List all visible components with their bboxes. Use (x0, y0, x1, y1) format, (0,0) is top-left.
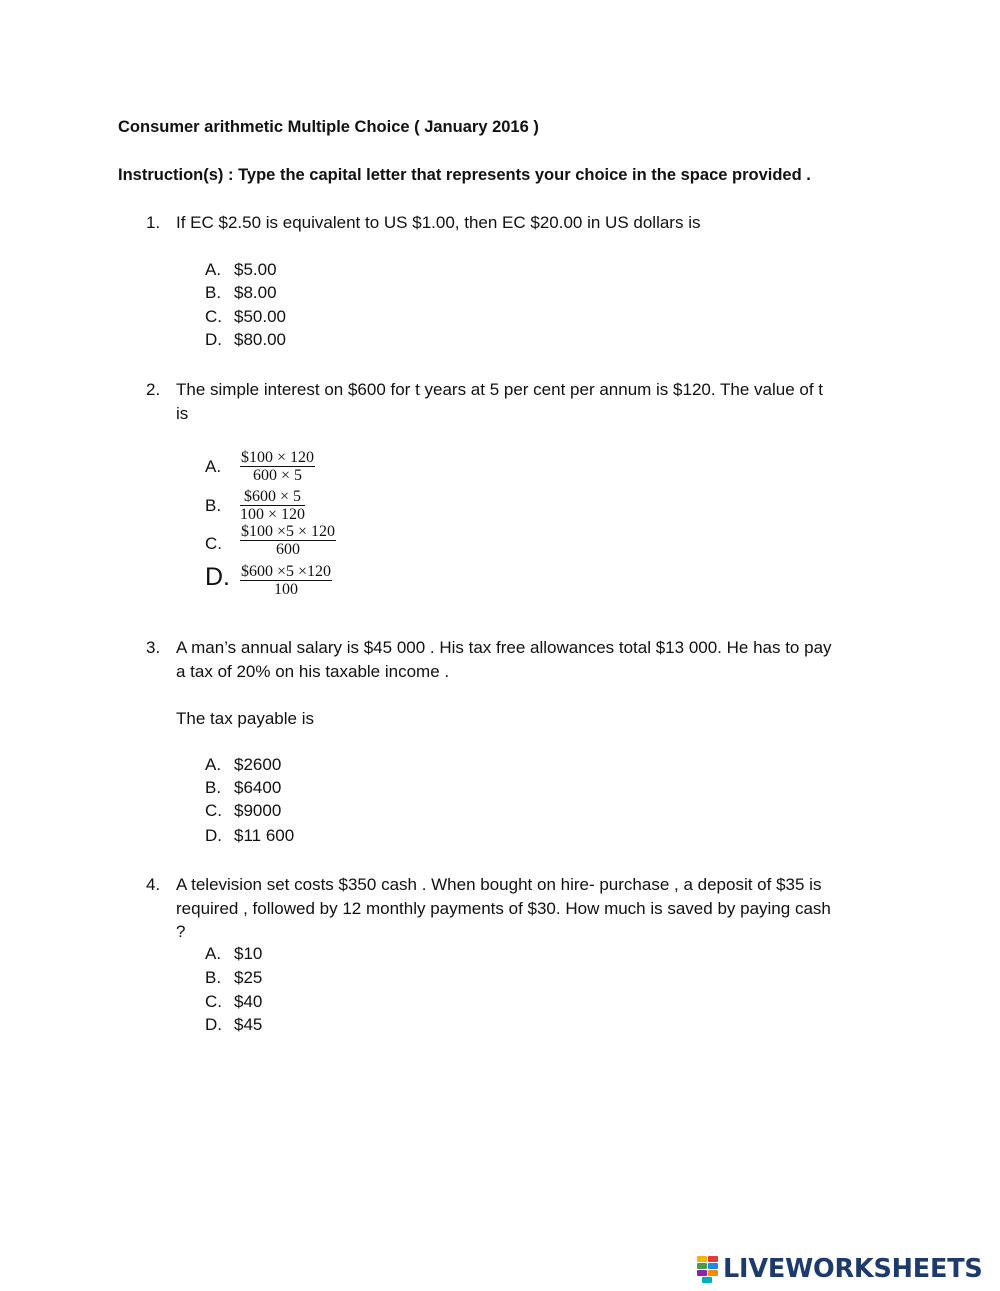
option-letter: B. (205, 283, 222, 302)
logo-text: LIVEWORKSHEETS (723, 1254, 983, 1284)
question-text: If EC $2.50 is equivalent to US $1.00, then EC $20.00 in US dollars is (176, 213, 701, 232)
fraction-2d (240, 563, 332, 598)
fraction-denominator: 100 (274, 581, 299, 598)
question-subtext: The tax payable is (176, 709, 314, 728)
option-4a (205, 944, 262, 964)
fraction-numerator: $100 ×5 × 120 (241, 523, 336, 540)
instructions: Instruction(s) : Type the capital letter that represents your choice in the space provided . (118, 166, 811, 184)
option-value: $8.00 (234, 283, 277, 302)
option-4d (205, 1015, 262, 1035)
option-value: $5.00 (234, 260, 277, 279)
question-number: 3. (146, 638, 161, 657)
question-number: 2. (146, 380, 161, 399)
option-letter: D. (205, 1015, 222, 1034)
question-text-line: A man’s annual salary is $45 000 . His tax free allowances total $13 000. He has to pay (176, 638, 832, 657)
option-letter: A. (205, 457, 222, 476)
option-letter: B. (205, 968, 222, 987)
option-value: $25 (234, 968, 263, 987)
option-letter: A. (205, 944, 222, 963)
option-3a (205, 755, 281, 775)
option-value: $40 (234, 992, 263, 1011)
question-text-line: a tax of 20% on his taxable income . (176, 661, 450, 681)
option-3c (205, 801, 281, 821)
option-value: $50.00 (234, 307, 286, 326)
fraction-2a (240, 449, 315, 484)
option-1c (205, 307, 286, 327)
page-title: Consumer arithmetic Multiple Choice ( January 2016 ) (118, 118, 539, 136)
option-value: $9000 (234, 801, 282, 820)
fraction-denominator: 600 × 5 (253, 467, 303, 484)
option-letter: B. (205, 496, 222, 515)
option-4b (205, 968, 262, 988)
option-letter: A. (205, 755, 222, 774)
option-letter: C. (205, 534, 222, 553)
option-letter: D. (205, 330, 222, 349)
option-value: $45 (234, 1015, 263, 1034)
fraction-denominator: 100 × 120 (240, 506, 306, 523)
option-1b (205, 283, 277, 303)
option-letter: C. (205, 307, 222, 326)
liveworksheets-logo (697, 1254, 983, 1284)
question-text-line: The simple interest on $600 for t years at 5 per cent per annum is $120. The value of t (176, 380, 823, 399)
option-value: $10 (234, 944, 263, 963)
option-letter: D. (205, 826, 222, 845)
fraction-2c (240, 523, 336, 558)
option-1a (205, 260, 277, 280)
fraction-numerator: $600 ×5 ×120 (241, 563, 332, 580)
fraction-numerator: $600 × 5 (240, 488, 305, 506)
question-number: 1. (146, 213, 161, 232)
fraction-2b (240, 488, 305, 523)
option-letter: C. (205, 992, 222, 1011)
option-3d (205, 826, 294, 846)
question-number: 4. (146, 875, 161, 894)
option-value: $6400 (234, 778, 282, 797)
option-3b (205, 778, 281, 798)
option-letter: B. (205, 778, 222, 797)
option-value: $80.00 (234, 330, 286, 349)
option-letter: A. (205, 260, 222, 279)
option-value: $2600 (234, 755, 282, 774)
fraction-numerator: $100 × 120 (241, 449, 315, 466)
option-value: $11 600 (234, 826, 295, 845)
question-text-line: A television set costs $350 cash . When bought on hire- purchase , a deposit of $35 is (176, 875, 822, 894)
question-text-line: is (176, 403, 189, 423)
question-text-line: ? (176, 922, 186, 941)
liveworksheets-logo-icon (697, 1256, 719, 1282)
option-4c (205, 992, 262, 1012)
question-text-line: required , followed by 12 monthly payments of $30. How much is saved by paying cash (176, 898, 831, 918)
option-letter: C. (205, 801, 222, 820)
option-letter: D. (205, 563, 230, 591)
option-1d (205, 330, 286, 350)
fraction-denominator: 600 (276, 541, 301, 558)
